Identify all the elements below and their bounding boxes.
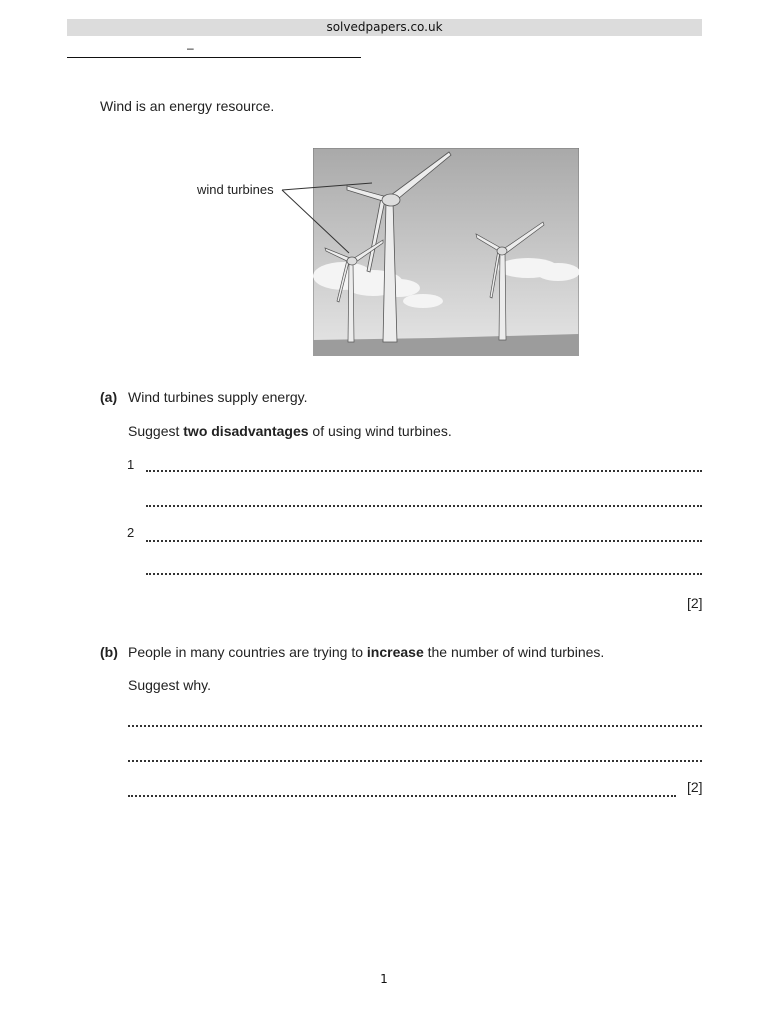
part-b-marks: [2] <box>687 779 703 795</box>
answer-line-a4[interactable] <box>146 573 702 575</box>
intro-text: Wind is an energy resource. <box>100 98 275 114</box>
header-dash: – <box>187 41 194 55</box>
part-b-statement: People in many countries are trying to increase the number of wind turbines. <box>128 644 605 660</box>
answer-line-a1[interactable] <box>146 470 702 472</box>
answer-number-1: 1 <box>127 457 135 472</box>
site-header: solvedpapers.co.uk <box>67 19 702 36</box>
part-a-label: (a) <box>100 389 118 405</box>
answer-line-a3[interactable] <box>146 540 702 542</box>
page-number: 1 <box>380 972 388 986</box>
answer-number-2: 2 <box>127 525 135 540</box>
header-rule <box>67 57 361 58</box>
part-a-marks: [2] <box>687 595 703 611</box>
part-a-statement: Wind turbines supply energy. <box>128 389 308 405</box>
answer-line-b2[interactable] <box>128 760 702 762</box>
wind-turbine-figure <box>313 148 579 356</box>
answer-line-a2[interactable] <box>146 505 702 507</box>
part-b-label: (b) <box>100 644 118 660</box>
part-a-prompt: Suggest two disadvantages of using wind turbines. <box>128 423 452 439</box>
answer-line-b3[interactable] <box>128 795 676 797</box>
wind-turbines-callout: wind turbines <box>197 182 274 197</box>
part-b-prompt: Suggest why. <box>128 677 212 693</box>
answer-line-b1[interactable] <box>128 725 702 727</box>
